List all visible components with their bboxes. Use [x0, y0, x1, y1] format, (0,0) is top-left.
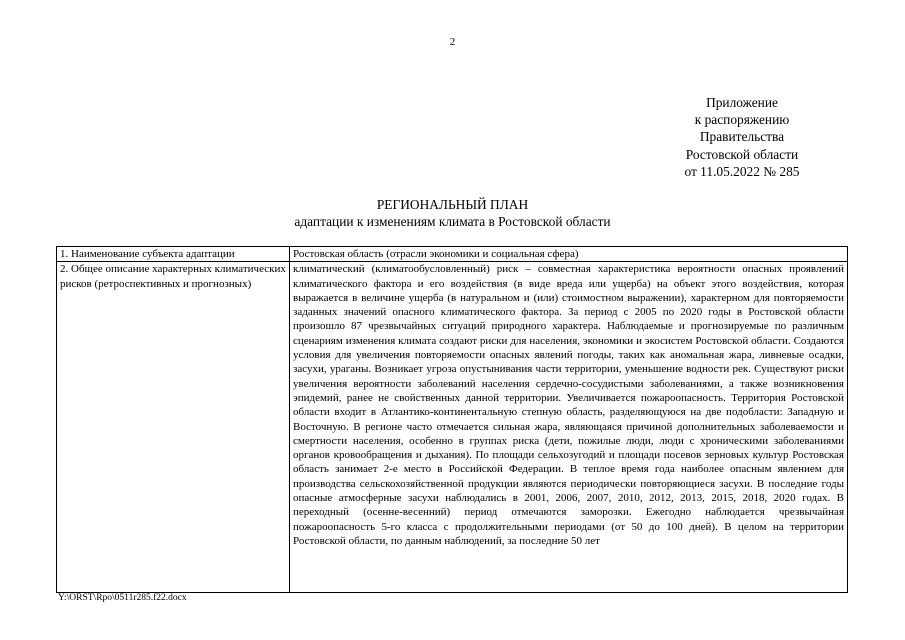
appendix-line: Приложение: [706, 95, 778, 110]
table-row: [57, 262, 848, 593]
plan-subtitle: адаптации к изменениям климата в Ростовской области: [294, 214, 611, 229]
appendix-line: от 11.05.2022 № 285: [684, 163, 800, 179]
page-number: 2: [449, 36, 456, 48]
plan-title: РЕГИОНАЛЬНЫЙ ПЛАН: [376, 197, 529, 212]
adaptation-table: [56, 246, 848, 593]
row-label: 1. Наименование субъекта адаптации: [60, 248, 235, 260]
appendix-line: Правительства: [699, 129, 785, 145]
appendix-line: Ростовской области: [685, 146, 799, 162]
table-cell-label: [57, 247, 290, 262]
table-row: [57, 247, 848, 262]
appendix-block: [662, 94, 822, 180]
table-cell-value: [290, 262, 848, 593]
row-label: 2. Общее описание характерных климатических рисков (ретроспективных и прогнозных): [60, 263, 286, 290]
table-cell-label: [57, 262, 290, 593]
appendix-line: к распоряжению: [694, 112, 790, 128]
row-value: Ростовская область (отрасли экономики и социальная сфера): [293, 248, 579, 260]
row-value: климатический (климатообусловленный) риск – совместная характеристика вероятности опасных проявлений климатического фактора и его воздействия (в виде вреда или ущерба) на объект этого воздействия, которая выражается в величине ущерба (в натуральном и (или) стоимостном выражении), характерном для повторяемости заданных значений опасного климатического фактора. За период с 2005 по 2020 годы в Ростовской области произошло 87 чрезвычайных ситуаций природного характера. Наблюдаемые и прогнозируемые по различным сценариям изменения климата создают риски для населения, экономики и экосистем Ростовской области. Создаются условия для увеличения повторяемости опасных явлений погоды, таких как аномальная жара, ливневые осадки, засухи, ураганы. Возникает угроза опустынивания части территории, уменьшение водности рек. Существуют риски увеличения вероятности заболеваний населения сердечно-сосудистыми заболеваниями, а также возникновения эпидемий, ранее не свойственных данной территории. Увеличивается пожароопасность. Территория Ростовской области входит в Атлантико-континентальную степную область, разделяющуюся на две подобласти: Западную и Восточную. В регионе часто отмечается сильная жара, являющаяся причиной дополнительных заболеваемости и смертности населения, особенно в группах риска (дети, пожилые люди, люди с хроническими заболеваниями органов кровообращения и дыхания). По площади сельхозугодий и площади посевов зерновых культур Ростовская область занимает 2-е место в Российской Федерации. В теплое время года наиболее опасным явлением для производства сельскохозяйственной продукции являются периодически повторяющиеся засухи. В последние годы опасные атмосферные засухи наблюдались в 2001, 2006, 2007, 2010, 2012, 2013, 2015, 2018, 2020 годах. В переходный (осенне-весенний) период отмечаются заморозки. Ежегодно наблюдается чрезвычайная пожароопасность 5-го класса с продолжительными периодами (от 50 до 100 дней). В целом на территории Ростовской области, по данным наблюдений, за последние 50 лет: [293, 263, 844, 547]
table-cell-value: [290, 247, 848, 262]
file-path-footer: Y:\ORST\Rpo\0511r285.f22.docx: [58, 593, 187, 603]
